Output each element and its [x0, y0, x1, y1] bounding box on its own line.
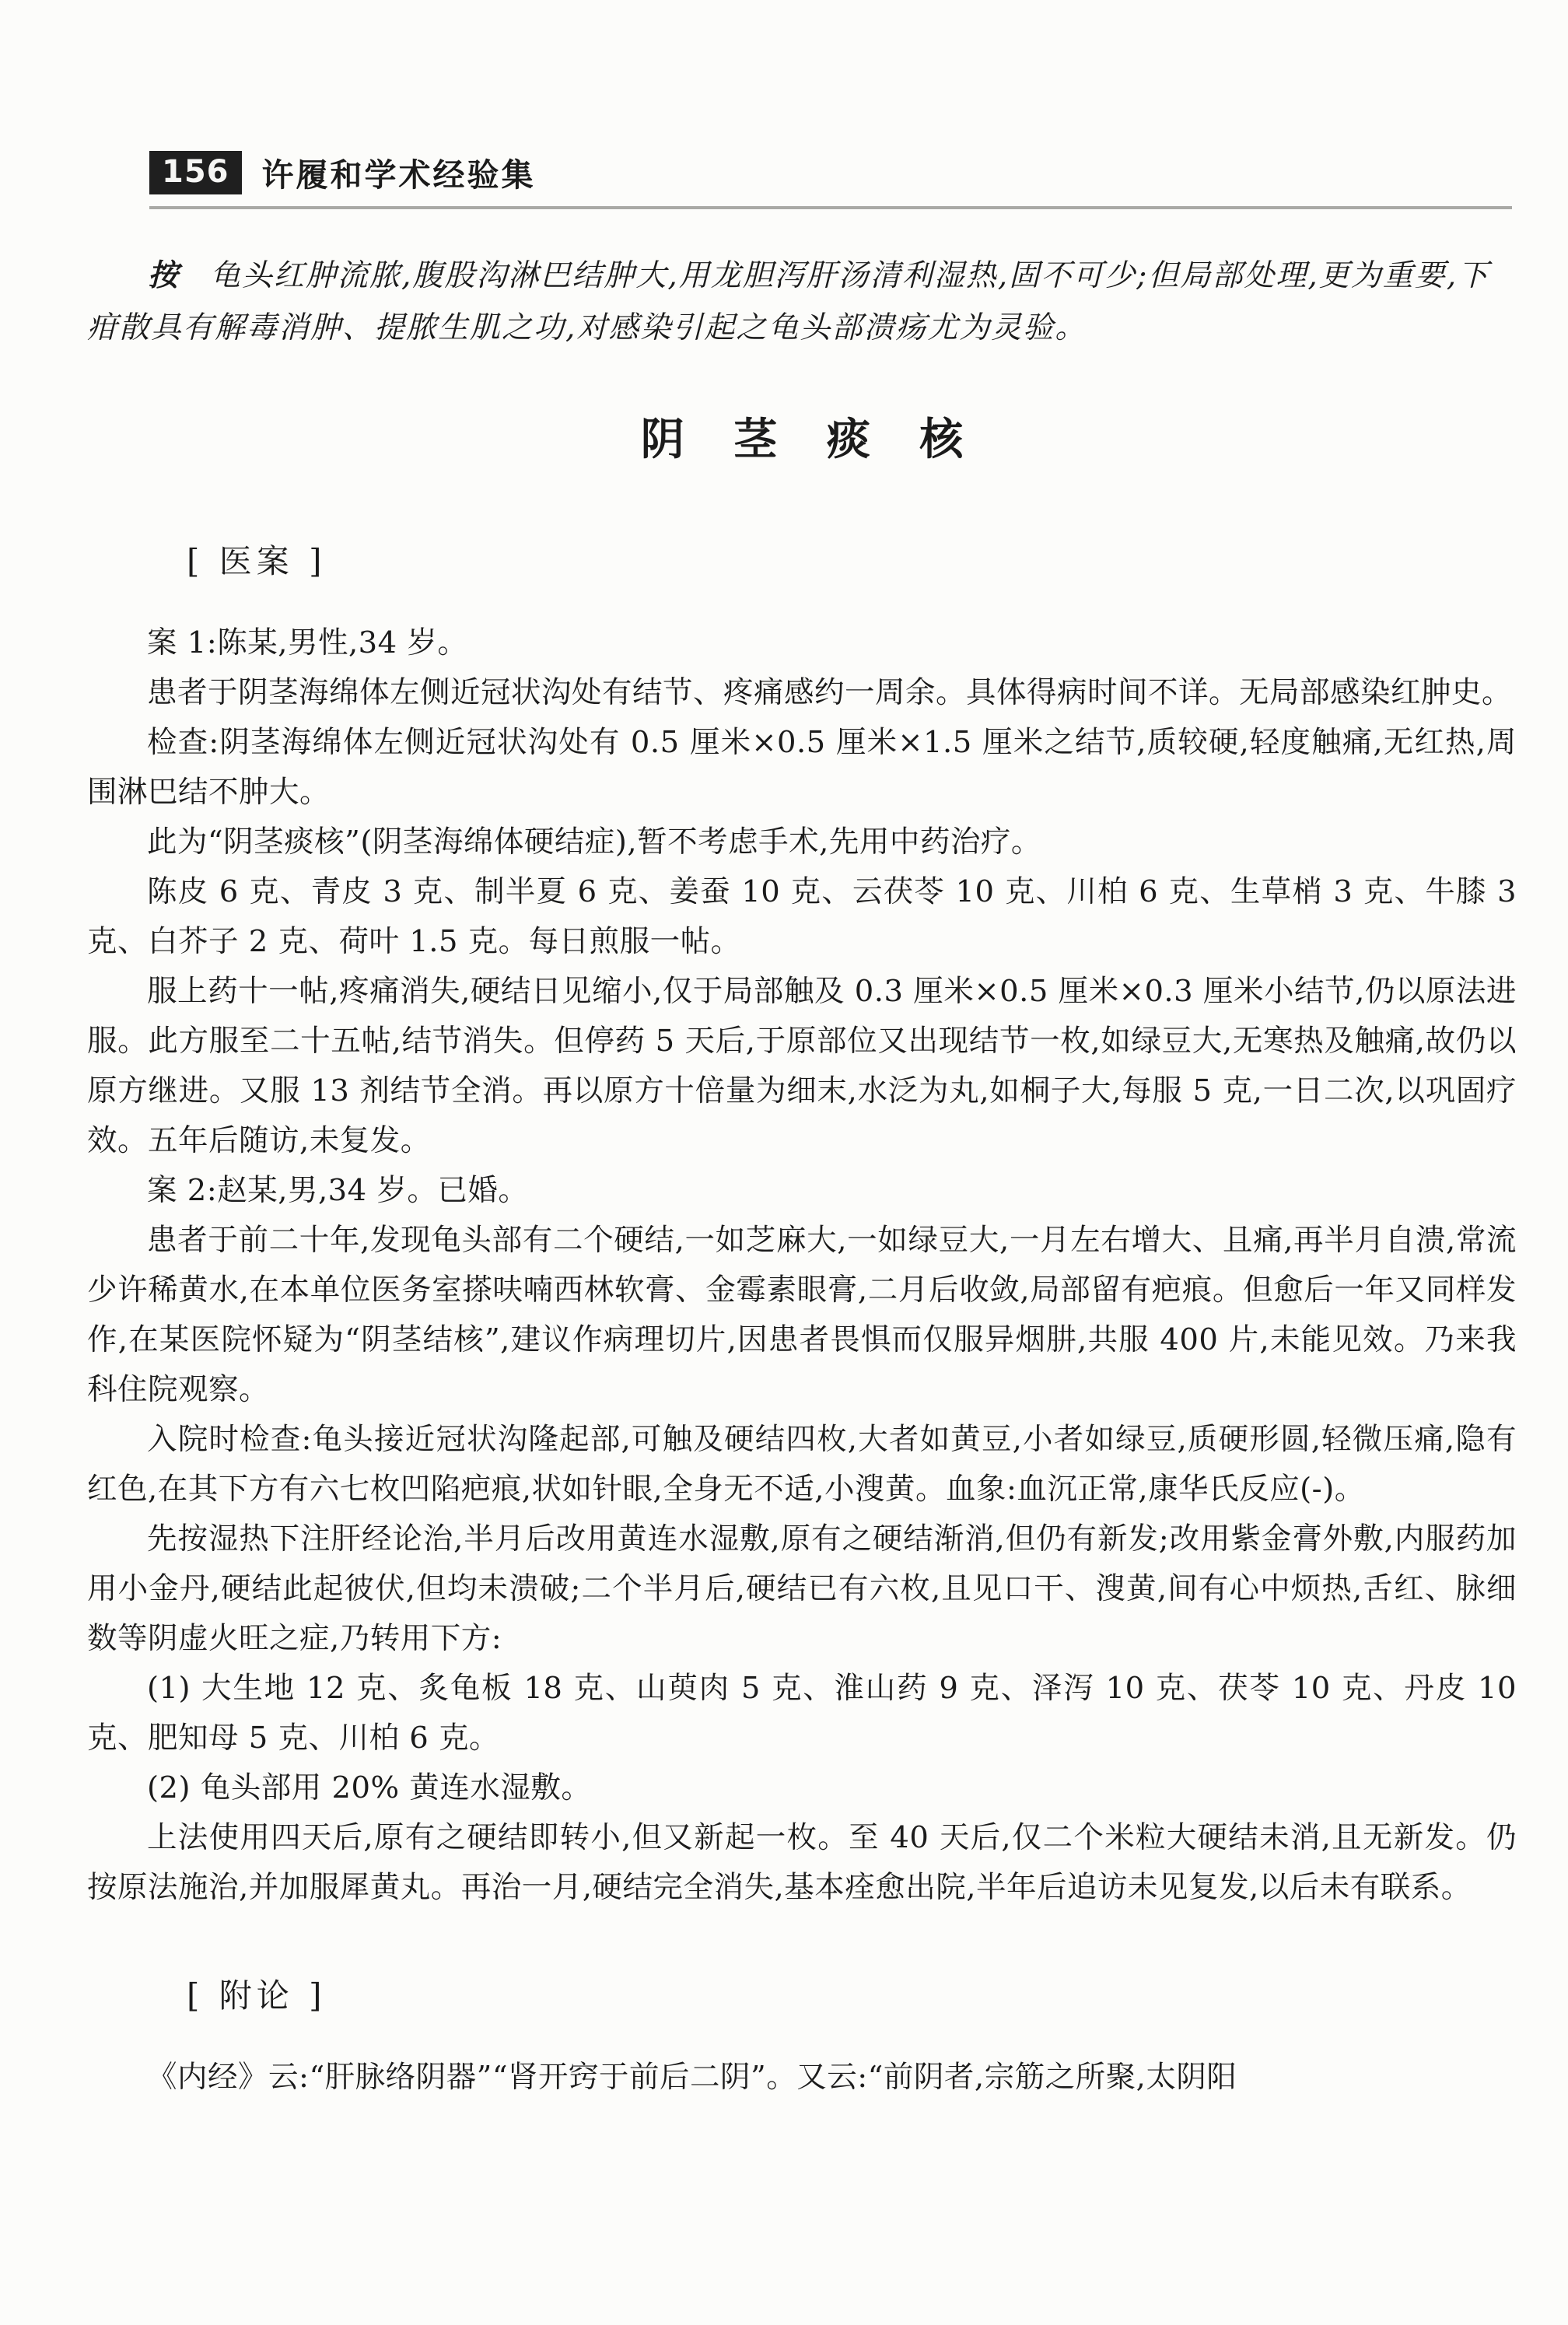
paragraph: 患者于阴茎海绵体左侧近冠状沟处有结节、疼痛感约一周余。具体得病时间不详。无局部感染红肿史。 [147, 675, 1513, 710]
paragraph: 先按湿热下注肝经论治,半月后改用黄连水湿敷,原有之硬结渐消,但仍有新发;改用紫金膏外敷,内服药加用小金丹,硬结此起彼伏,但均未溃破;二个半月后,硬结已有六枚,且见口干、溲黄,间有心中烦热,舌红、脉细数等阴虚火旺之症,乃转用下方: [87, 1521, 1517, 1656]
running-header [149, 149, 1512, 209]
paragraph: (2) 龟头部用 20% 黄连水湿敷。 [147, 1770, 592, 1805]
appendix-body [87, 2053, 1517, 2103]
paragraph: 《内经》云:“肝脉络阴器”“肾开窍于前后二阴”。又云:“前阴者,宗筋之所聚,太阴阳 [147, 2060, 1237, 2095]
section-label-cases: [ 医案 ] [187, 542, 327, 580]
page-number: 156 [149, 151, 242, 194]
editor-note-text: 龟头红肿流脓,腹股沟淋巴结肿大,用龙胆泻肝汤清利湿热,固不可少;但局部处理,更为重要,下疳散具有解毒消肿、提脓生肌之功,对感染引起之龟头部溃疡尤为灵验。 [87, 258, 1490, 345]
paragraph: 此为“阴茎痰核”(阴茎海绵体硬结症),暂不考虑手术,先用中药治疗。 [147, 825, 1041, 860]
paragraph: 检查:阴茎海绵体左侧近冠状沟处有 0.5 厘米×0.5 厘米×1.5 厘米之结节,质较硬,轻度触痛,无红热,周围淋巴结不肿大。 [87, 725, 1517, 810]
paragraph: 陈皮 6 克、青皮 3 克、制半夏 6 克、姜蚕 10 克、云茯苓 10 克、川柏 6 克、生草梢 3 克、牛膝 3 克、白芥子 2 克、荷叶 1.5 克。每日煎服一帖。 [87, 874, 1517, 959]
paragraph: 患者于前二十年,发现龟头部有二个硬结,一如芝麻大,一如绿豆大,一月左右增大、且痛,再半月自溃,常流少许稀黄水,在本单位医务室搽呋喃西林软膏、金霉素眼膏,二月后收敛,局部留有疤痕。但愈后一年又同样发作,在某医院怀疑为“阴茎结核”,建议作病理切片,因患者畏惧而仅服异烟肼,共服 400 片,未能见效。乃来我科住院观察。 [87, 1223, 1517, 1407]
paragraph: 入院时检查:龟头接近冠状沟隆起部,可触及硬结四枚,大者如黄豆,小者如绿豆,质硬形圆,轻微压痛,隐有红色,在其下方有六七枚凹陷疤痕,状如针眼,全身无不适,小溲黄。血象:血沉正常,康华氏反应(-)。 [87, 1422, 1517, 1507]
case-body [87, 618, 1517, 1913]
book-title: 许履和学术经验集 [261, 156, 536, 194]
editor-note-label: 按 [148, 257, 180, 293]
paragraph: 案 1:陈某,男性,34 岁。 [147, 625, 468, 660]
paragraph: 案 2:赵某,男,34 岁。已婚。 [147, 1173, 529, 1208]
paragraph: 服上药十一帖,疼痛消失,硬结日见缩小,仅于局部触及 0.3 厘米×0.5 厘米×0.3 厘米小结节,仍以原法进服。此方服至二十五帖,结节消失。但停药 5 天后,于原部位又出现结节一枚,如绿豆大,无寒热及触痛,故仍以原方继进。又服 13 剂结节全消。再以原方十倍量为细末,水泛为丸,如桐子大,每服 5 克,一日二次,以巩固疗效。五年后随访,未复发。 [87, 974, 1517, 1158]
chapter-title: 阴 茎 痰 核 [640, 415, 981, 465]
paragraph: 上法使用四天后,原有之硬结即转小,但又新起一枚。至 40 天后,仅二个米粒大硬结未消,且无新发。仍按原法施治,并加服犀黄丸。再治一月,硬结完全消失,基本痊愈出院,半年后追访未见复发,以后未有联系。 [87, 1820, 1517, 1905]
editor-note [87, 250, 1517, 354]
paragraph: (1) 大生地 12 克、炙龟板 18 克、山萸肉 5 克、淮山药 9 克、泽泻 10 克、茯苓 10 克、丹皮 10 克、肥知母 5 克、川柏 6 克。 [87, 1671, 1517, 1756]
section-label-appendix: [ 附论 ] [187, 1977, 327, 2015]
